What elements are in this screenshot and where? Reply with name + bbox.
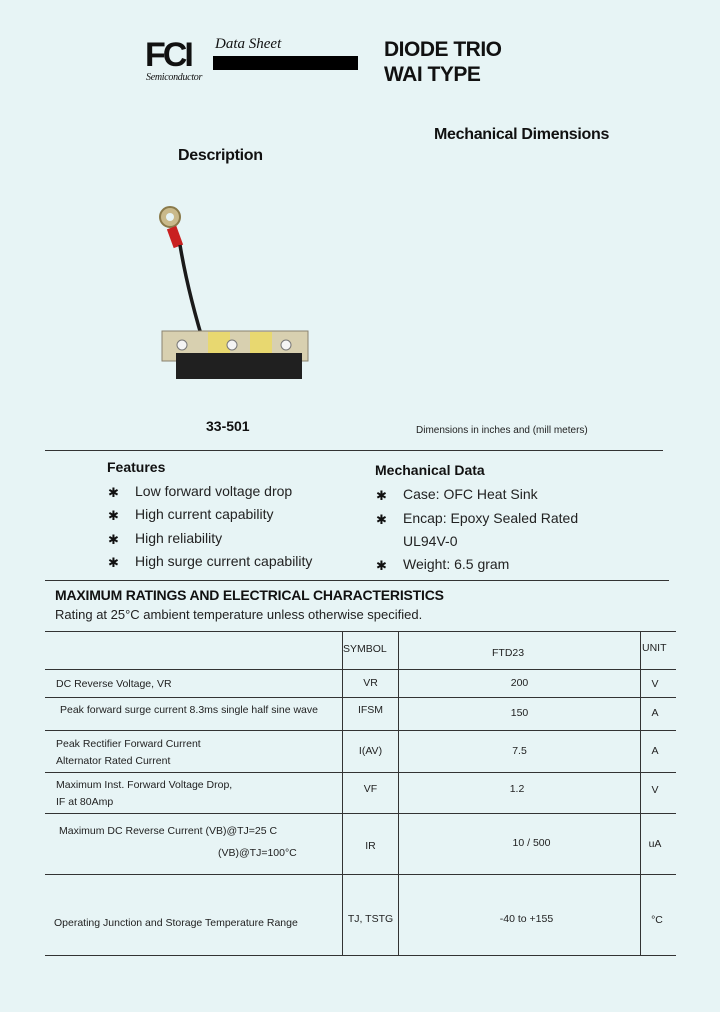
feature-item: High surge current capability xyxy=(135,553,313,569)
table-rule xyxy=(45,813,676,814)
divider xyxy=(45,450,663,451)
mechanical-item: UL94V-0 xyxy=(403,533,458,549)
row-parameter: Maximum DC Reverse Current (VB)@TJ=25 C xyxy=(59,825,278,837)
row-parameter-line2: (VB)@TJ=100°C xyxy=(218,847,297,859)
col-header-unit: UNIT xyxy=(642,642,667,654)
row-parameter: Maximum Inst. Forward Voltage Drop, xyxy=(56,779,233,791)
row-value: 10 / 500 xyxy=(512,837,551,849)
header-bar xyxy=(213,56,358,70)
row-value: 150 xyxy=(510,707,529,719)
bullet-icon: ✱ xyxy=(108,532,119,547)
table-rule xyxy=(45,955,676,956)
ratings-heading: MAXIMUM RATINGS AND ELECTRICAL CHARACTERISTICS xyxy=(55,587,444,603)
row-unit: °C xyxy=(651,914,663,926)
row-value: -40 to +155 xyxy=(499,913,554,925)
table-rule xyxy=(45,772,676,773)
row-unit: V xyxy=(651,784,659,796)
ratings-subheading: Rating at 25°C ambient temperature unless otherwise specified. xyxy=(55,607,423,622)
feature-item: High current capability xyxy=(135,506,274,522)
data-sheet-label: Data Sheet xyxy=(215,36,282,52)
row-parameter: DC Reverse Voltage, VR xyxy=(56,678,172,690)
table-rule xyxy=(45,730,676,731)
bullet-icon: ✱ xyxy=(108,485,119,500)
table-rule xyxy=(45,874,676,875)
table-rule xyxy=(45,669,676,670)
row-value: 1.2 xyxy=(509,783,525,795)
row-parameter-line2: Alternator Rated Current xyxy=(56,755,171,767)
row-value: 7.5 xyxy=(512,745,527,757)
part-number: 33-501 xyxy=(206,418,250,434)
row-parameter: Operating Junction and Storage Temperature Range xyxy=(54,917,298,929)
bullet-icon: ✱ xyxy=(108,508,119,523)
col-header-symbol: SYMBOL xyxy=(343,643,387,655)
row-symbol: TJ, TSTG xyxy=(347,913,394,925)
row-value: 200 xyxy=(510,677,529,689)
mechanical-item: Weight: 6.5 gram xyxy=(403,556,510,572)
feature-item: Low forward voltage drop xyxy=(135,483,293,499)
mechanical-data-heading: Mechanical Data xyxy=(375,462,485,478)
row-symbol: IFSM xyxy=(357,704,384,716)
row-parameter: Peak forward surge current 8.3ms single half sine wave xyxy=(60,704,318,716)
company-logo: FCI xyxy=(145,36,191,74)
row-symbol: I(AV) xyxy=(358,745,383,757)
row-unit: A xyxy=(651,745,659,757)
semiconductor-label: Semiconductor xyxy=(146,72,203,83)
feature-item: High reliability xyxy=(135,530,223,546)
row-symbol: VR xyxy=(363,677,378,689)
row-parameter-line2: IF at 80Amp xyxy=(56,796,114,808)
mechanical-dimensions-heading: Mechanical Dimensions xyxy=(434,126,610,143)
divider xyxy=(45,580,669,581)
table-rule xyxy=(45,631,676,632)
bullet-icon: ✱ xyxy=(376,488,387,503)
col-header-part: FTD23 xyxy=(492,647,525,659)
product-photo xyxy=(158,203,318,385)
row-symbol: IR xyxy=(365,840,376,852)
row-unit: uA xyxy=(648,838,662,850)
row-unit: A xyxy=(651,707,659,719)
features-heading: Features xyxy=(107,459,166,475)
table-rule xyxy=(45,697,676,698)
row-parameter: Peak Rectifier Forward Current xyxy=(56,738,201,750)
bullet-icon: ✱ xyxy=(376,512,387,527)
mechanical-item: Encap: Epoxy Sealed Rated xyxy=(403,510,579,526)
product-title-line2: WAI TYPE xyxy=(384,63,481,86)
dimensions-note: Dimensions in inches and (mill meters) xyxy=(416,425,588,436)
row-unit: V xyxy=(651,678,659,690)
product-title-line1: DIODE TRIO xyxy=(384,38,502,61)
bullet-icon: ✱ xyxy=(376,558,387,573)
mechanical-item: Case: OFC Heat Sink xyxy=(403,486,538,502)
row-symbol: VF xyxy=(363,783,378,795)
description-heading: Description xyxy=(178,147,263,164)
bullet-icon: ✱ xyxy=(108,555,119,570)
